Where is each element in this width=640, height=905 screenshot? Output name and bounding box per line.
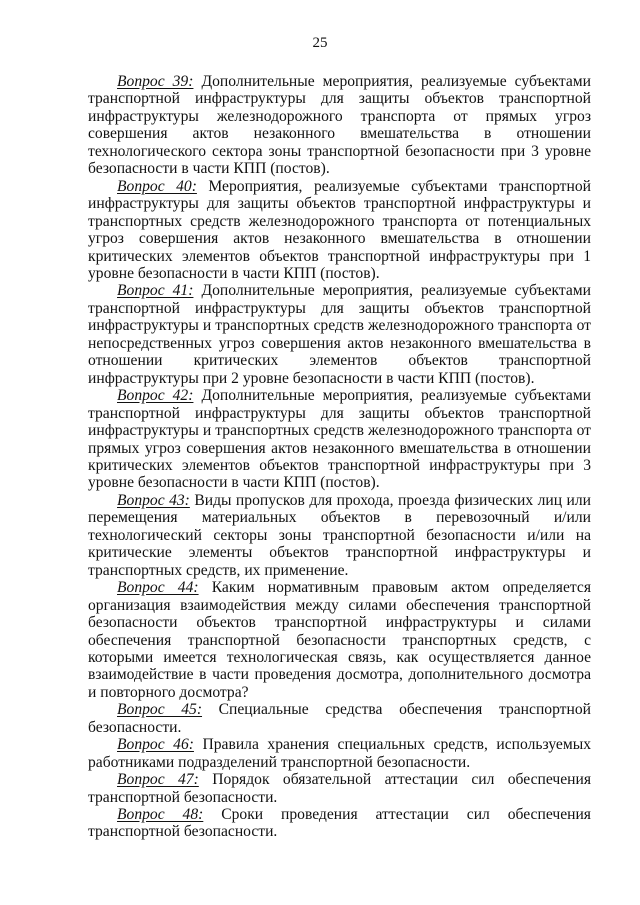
question-40 bbox=[88, 178, 591, 283]
question-text: Дополнительные мероприятия, реализуемые субъектами транспортной инфраструктуры для защиты объектов транспортной инфраструктуры и транспортных средств железнодорожного транспорта от непосредственных угроз совершения актов незаконного вмешательства в отношении критических элементов объектов транспортной инфраструктуры при 2 уровне безопасности в части КПП (постов). bbox=[88, 282, 592, 387]
question-45 bbox=[88, 701, 591, 736]
page-number: 25 bbox=[312, 35, 328, 51]
question-46 bbox=[88, 736, 591, 771]
question-label: Вопрос 47: bbox=[117, 771, 199, 789]
question-text: Специальные средства обеспечения транспортной безопасности. bbox=[88, 701, 591, 736]
question-47 bbox=[88, 771, 591, 806]
question-text: Дополнительные мероприятия, реализуемые субъектами транспортной инфраструктуры для защиты объектов транспортной инфраструктуры и транспортных средств железнодорожного транспорта от прямых угроз совершения актов незаконного вмешательства в отношении критических элементов объектов транспортной инфраструктуры при 3 уровне безопасности в части КПП (постов). bbox=[88, 387, 592, 492]
question-label: Вопрос 39: bbox=[117, 73, 194, 90]
question-list bbox=[88, 73, 591, 841]
question-text: Правила хранения специальных средств, используемых работниками подразделений транспортной безопасности. bbox=[88, 736, 591, 771]
question-41 bbox=[88, 282, 591, 387]
question-43 bbox=[88, 492, 591, 579]
question-text: Дополнительные мероприятия, реализуемые субъектами транспортной инфраструктуры для защиты объектов транспортной инфраструктуры железнодорожного транспорта от прямых угроз совершения актов незаконного вмешательства в отношении технологического сектора зоны транспортной безопасности при 3 уровне безопасности в части КПП (постов). bbox=[88, 73, 592, 178]
question-label: Вопрос 46: bbox=[117, 736, 194, 754]
question-text: Мероприятия, реализуемые субъектами транспортной инфраструктуры для защиты объектов транспортной инфраструктуры и транспортных средств железнодорожного транспорта от потенциальных угроз совершения актов незаконного вмешательства в отношении критических элементов объектов транспортной инфраструктуры при 1 уровне безопасности в части КПП (постов). bbox=[88, 177, 591, 282]
question-label: Вопрос 41: bbox=[117, 282, 194, 300]
question-text: Порядок обязательной аттестации сил обеспечения транспортной безопасности. bbox=[88, 771, 592, 806]
question-label: Вопрос 40: bbox=[117, 177, 197, 195]
question-label: Вопрос 48: bbox=[117, 806, 204, 824]
question-text: Виды пропусков для прохода, проезда физических лиц или перемещения материальных объектов в перевозочный и/или технологический секторы зоны транспортной безопасности и/или на критические элементы объектов транспортной инфраструктуры и транспортных средств, их применение. bbox=[88, 491, 591, 579]
question-text: Сроки проведения аттестации сил обеспечения транспортной безопасности. bbox=[88, 806, 591, 841]
question-label: Вопрос 44: bbox=[117, 579, 199, 597]
question-44 bbox=[88, 579, 591, 701]
question-48 bbox=[88, 806, 591, 841]
question-39 bbox=[88, 73, 591, 178]
question-label: Вопрос 43: bbox=[117, 491, 190, 509]
question-label: Вопрос 42: bbox=[117, 387, 194, 405]
question-text: Каким нормативным правовым актом определяется организация взаимодействия между силами обеспечения транспортной безопасности объектов транспортной инфраструктуры и силами обеспечения транспортной безопасности транспортных средств, с которыми имеется технологическая связь, как осуществляется данное взаимодействие в части проведения досмотра, дополнительного досмотра и повторного досмотра? bbox=[88, 579, 591, 701]
question-label: Вопрос 45: bbox=[117, 701, 203, 719]
question-42 bbox=[88, 387, 591, 492]
